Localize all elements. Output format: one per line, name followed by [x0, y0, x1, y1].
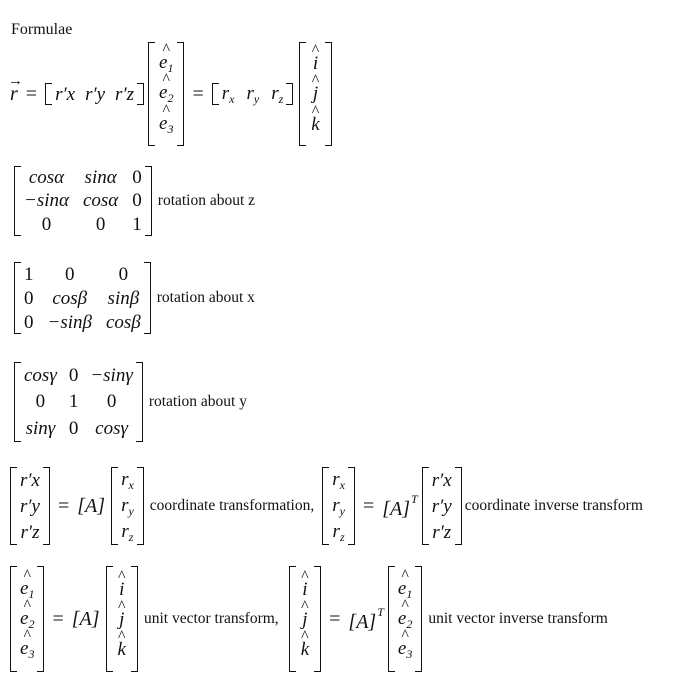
cell: r′z [20, 521, 40, 543]
j-hat: ^ j [313, 84, 318, 103]
label-unit-vector-transform: unit vector transform, [143, 610, 279, 627]
vector-rprime [10, 467, 50, 545]
matrix-cell: 0 [35, 391, 46, 413]
equals-sign: = [25, 82, 38, 105]
matrix-cell: 0 [132, 167, 142, 189]
column-vector-ijk [299, 42, 331, 146]
rotation-y [14, 362, 247, 442]
page-title: Formulae [11, 21, 73, 38]
vector-r: → r [10, 83, 18, 106]
matrix-A-transpose: $[A]^T$ [382, 491, 418, 520]
label-rotation-y: rotation about y [148, 393, 247, 410]
cell: r′y [85, 83, 106, 105]
matrix-cell: 1 [68, 391, 79, 413]
vector-r-inverse: $r_x$ $r_y$ $r_z$ [322, 467, 355, 545]
matrix-cell: cosβ [105, 311, 141, 333]
matrix-cell: 0 [24, 311, 34, 333]
rotation-z [14, 166, 255, 236]
matrix-cell: −sinβ [47, 311, 92, 333]
row-vector-rprime [45, 83, 144, 105]
equals-sign: = [192, 82, 204, 105]
e1-hat: ^ $e_1$ [159, 53, 173, 74]
matrix-cell: 0 [41, 213, 52, 235]
row-vector-r [212, 83, 294, 105]
label-rotation-z: rotation about z [157, 192, 256, 209]
cell: r′x [55, 83, 76, 105]
matrix-cell: sinβ [107, 287, 140, 309]
k-hat: ^ k [311, 115, 319, 134]
label-rotation-x: rotation about x [156, 289, 255, 306]
matrix-cell: cosα [82, 190, 119, 212]
vector-r: $r_x$ $r_y$ $r_z$ [111, 467, 144, 545]
matrix-cell: 0 [132, 190, 142, 212]
matrix-cell: −sinα [24, 190, 69, 212]
matrix-rotation-z [14, 166, 152, 236]
matrix-cell: 1 [24, 263, 34, 285]
e3-hat: ^ $e_3$ [159, 114, 173, 135]
label-coordinate-transformation: coordinate transformation, [149, 497, 315, 514]
matrix-cell: 0 [95, 213, 106, 235]
matrix-cell: 0 [24, 287, 34, 309]
matrix-A: [A] [77, 494, 106, 517]
matrix-A: [A] [71, 607, 100, 630]
cell: $r_x$ [221, 82, 235, 106]
unit-vector-transform-row: ^ $e_1$ ^ $e_2$ ^ $e_3$ = [A] ^ i ^ j ^ k unit vector transform, ^ i ^ j ^ k = $[A]^T$ ^ $e_1$ ^ $e_2$ ^ $e_3$ unit vector inverse transform [10, 564, 608, 674]
label-unit-vector-inverse: unit vector inverse transform [428, 610, 608, 627]
matrix-cell: 0 [68, 418, 79, 440]
matrix-cell: 1 [132, 213, 142, 235]
matrix-rotation-y [14, 362, 143, 442]
matrix-cell: sinα [84, 167, 117, 189]
vector-e-inverse: ^ $e_1$ ^ $e_2$ ^ $e_3$ [388, 566, 422, 672]
vector-e: ^ $e_1$ ^ $e_2$ ^ $e_3$ [10, 566, 44, 672]
vector-rprime-inverse: r′x r′y r′z [422, 467, 462, 545]
matrix-cell: 0 [118, 263, 129, 285]
matrix-cell: −sinγ [90, 364, 133, 386]
cell: r′x [20, 469, 40, 491]
matrix-cell: cosγ [24, 364, 57, 386]
position-vector-equation [10, 40, 332, 148]
cell: $r_z$ [271, 82, 284, 106]
matrix-cell: cosβ [52, 287, 88, 309]
vector-ijk-inverse: ^ i ^ j ^ k [289, 566, 321, 672]
label-coordinate-inverse: coordinate inverse transform [464, 497, 643, 514]
e2-hat: ^ $e_2$ [159, 83, 173, 104]
matrix-cell: 0 [68, 364, 79, 386]
matrix-cell: cosγ [95, 418, 128, 440]
matrix-rotation-x [14, 262, 151, 334]
cell: r′y [20, 495, 40, 517]
coordinate-transform-row: r′x r′y r′z = [A] $r_x$ $r_y$ $r_z$ coordinate transformation, $r_x$ $r_y$ $r_z$ = $[A]^T$ r′x r′y r′z coordinate inverse transform [10, 466, 643, 546]
i-hat: ^ i [313, 54, 318, 73]
matrix-A-transpose: $[A]^T$ [348, 604, 384, 633]
rotation-x [14, 262, 255, 334]
column-vector-e [148, 42, 184, 146]
vector-ijk: ^ i ^ j ^ k [106, 566, 138, 672]
cell: r′z [115, 83, 134, 105]
matrix-cell: sinγ [25, 418, 56, 440]
matrix-cell: cosα [28, 167, 65, 189]
matrix-cell: 0 [64, 263, 75, 285]
matrix-cell: 0 [106, 391, 117, 413]
cell: $r_y$ [246, 82, 260, 106]
